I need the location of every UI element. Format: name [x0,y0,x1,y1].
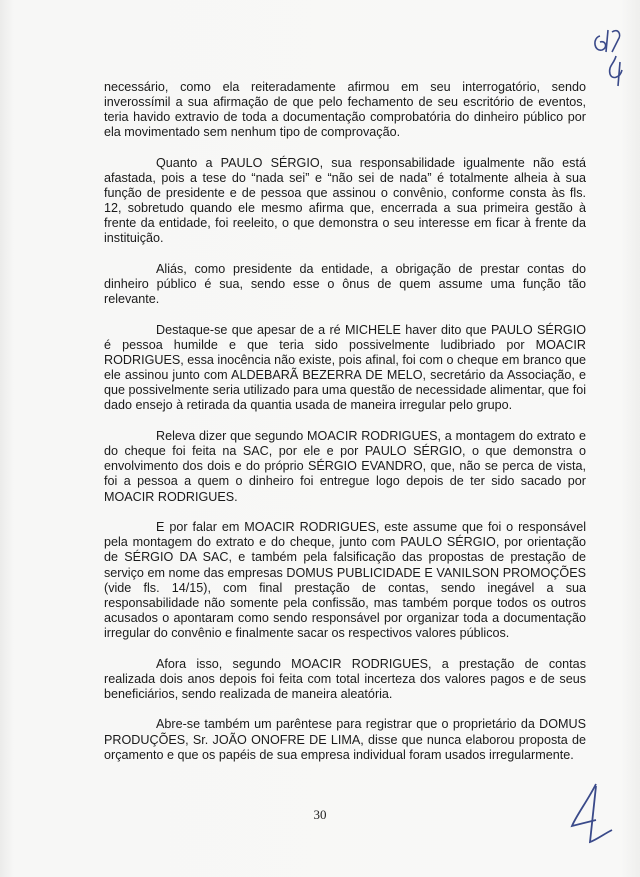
page-stamp-drawing [588,22,628,92]
signature-initials [566,780,616,850]
page-stamp-handwritten [588,22,628,92]
paragraph: necessário, como ela reiteradamente afirmou em seu interrogatório, sendo inverossímil a sua afirmação de que pelo fechamento de seu escritório de eventos, teria havido extravio de toda a documentação comprobatória do dinheiro público por ela movimentado sem nenhum tipo de comprovação. [104,80,586,140]
paragraph: Abre-se também um parêntese para registrar que o proprietário da DOMUS PRODUÇÕES, Sr. JOÃO ONOFRE DE LIMA, disse que nunca elaborou proposta de orçamento e que os papéis de sua empresa individual foram usados irregularmente. [104,717,586,762]
paragraph: Afora isso, segundo MOACIR RODRIGUES, a prestação de contas realizada dois anos depois foi feita com total incerteza dos valores pagos e de seus beneficiários, sendo realizada de maneira aleatória. [104,656,586,701]
paragraph: Destaque-se que apesar de a ré MICHELE haver dito que PAULO SÉRGIO é pessoa humilde e que teria sido possivelmente ludibriado por MOACIR RODRIGUES, essa inocência não existe, pois afinal, foi com o cheque em branco que ele assinou junto com ALDEBARÃ BEZERRA DE MELO, secretário da Associação, e que possivelmente seria utilizado para uma questão de necessidade alimentar, que foi dado ensejo à retirada da quantia usada de maneira irregular pelo grupo. [104,323,586,413]
page-number: 30 [313,807,327,822]
document-body [104,80,586,778]
paragraph: Quanto a PAULO SÉRGIO, sua responsabilidade igualmente não está afastada, pois a tese do “nada sei” e “não sei de nada” é totalmente alheia à sua função de presidente e de pessoa que assinou o convênio, conforme consta às fls. 12, sobretudo quando ele mesmo afirma que, encerrada a sua primeira gestão à frente da entidade, foi reeleito, o que demonstra o seu interesse em ficar à frente da instituição. [104,155,586,246]
paragraph: Releva dizer que segundo MOACIR RODRIGUES, a montagem do extrato e do cheque foi feita na SAC, por ele e por PAULO SÉRGIO, o que demonstra o envolvimento dos dois e do próprio SÉRGIO EVANDRO, que, não se perca de vista, foi a pessoa a quem o dinheiro foi entregue logo depois de ter sido sacado por MOACIR RODRIGUES. [104,429,586,504]
paragraph: Aliás, como presidente da entidade, a obrigação de prestar contas do dinheiro público é sua, sendo esse o ônus de quem assume uma função tão relevante. [104,262,586,307]
paragraph: E por falar em MOACIR RODRIGUES, este assume que foi o responsável pela montagem do extrato e do cheque, junto com PAULO SÉRGIO, por orientação de SÉRGIO DA SAC, e também pela falsificação das propostas de prestação de serviço em nome das empresas DOMUS PUBLICIDADE E VANILSON PROMOÇÕES (vide fls. 14/15), com final prestação de contas, sendo inegável a sua responsabilidade não somente pela confissão, mas também porque todos os outros acusados o apontaram como sendo responsável por organizar toda a documentação irregular do convênio e finalmente sacar os respectivos valores públicos. [104,520,586,640]
signature-drawing [566,780,616,850]
